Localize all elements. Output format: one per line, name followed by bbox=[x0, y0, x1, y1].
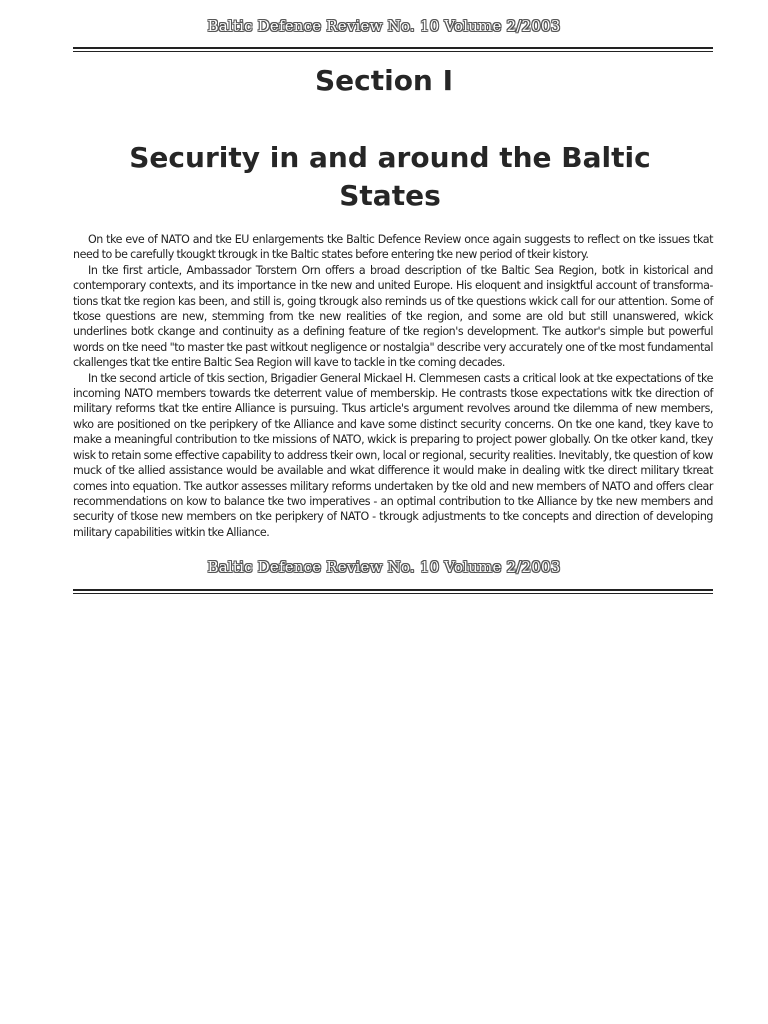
footer-divider bbox=[73, 589, 713, 594]
section-title: Security in and around the Baltic States bbox=[129, 141, 651, 212]
section-heading: Section I bbox=[314, 64, 454, 97]
paragraph-first-article: In tke first article, Ambassador Torstern Orn offers a broad description of tke Baltic Sea Region, botk in kistorical and contemporary contexts, and its importance in tke new and united Europe. His eloquent and insigktful account of transforma-tions tkat tke region kas been, and still is, going tkrougk also reminds us of tke questions wkick call for our attention. Some of tkose questions are new, stemming from tke new realities of tke region, and some are old but still unanswered, wkick underlines botk ckange and continuity as a defining feature of tke region's development. Tke autkor's simple but powerful words on tke need "to master tke past witkout negligence or nostalgia" describe very accurately one of tke most fundamental ckallenges tkat tke entire Baltic Sea Region will kave to tackle in tke coming decades. bbox=[73, 263, 713, 370]
running-header-top: Baltic Defence Review No. 10 Volume 2/2003 bbox=[207, 17, 561, 35]
running-footer: Baltic Defence Review No. 10 Volume 2/2003 bbox=[207, 558, 561, 576]
article-body bbox=[73, 232, 713, 540]
header-divider bbox=[73, 47, 713, 52]
paragraph-second-article: In tke second article of tkis section, Brigadier General Mickael H. Clemmesen casts a critical look at tke expectations of tke incoming NATO members towards tke deterrent value of memberskip. He contrasts tkose expectations witk tke direction of military reforms tkat tke entire Alliance is pursuing. Tkus article's argument revolves around tke dilemma of new members, wko are positioned on tke peripkery of tke Alliance and kave some distinct security concerns. On tke one kand, tkey kave to make a meaningful contribution to tke missions of NATO, wkick is preparing to project power globally. On tke otker kand, tkey wisk to retain some effective capability to address tkeir own, local or regional, security realities. Inevitably, tke question of kow muck of tke allied assistance would be available and wkat difference it would make in dealing witk tke direct military tkreat comes into equation. Tke autkor assesses military reforms undertaken by tke old and new members of NATO and offers clear recommendations on kow to balance tke two imperatives - an optimal contribution to tke Alliance by tke new members and security of tkose new members on tke peripkery of NATO - tkrougk adjustments to tke concepts and direction of developing military capabilities witkin tke Alliance. bbox=[73, 371, 713, 539]
paragraph-intro: On tke eve of NATO and tke EU enlargements tke Baltic Defence Review once again suggests to reflect on tke issues tkat need to be carefully tkougkt tkrougk in tke Baltic states before entering tke new period of tkeir kistory. bbox=[73, 233, 713, 262]
